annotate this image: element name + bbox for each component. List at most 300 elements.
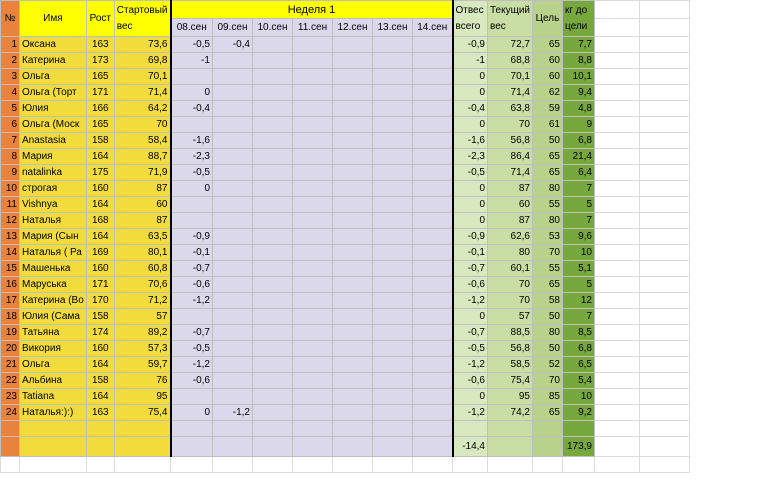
daily-change-cell[interactable] bbox=[333, 165, 373, 181]
start-weight-cell[interactable]: 69,8 bbox=[114, 53, 170, 69]
height-cell[interactable]: 158 bbox=[86, 133, 114, 149]
daily-change-cell[interactable] bbox=[413, 53, 453, 69]
empty-cell[interactable] bbox=[640, 85, 690, 101]
empty-cell[interactable] bbox=[563, 457, 595, 473]
empty-cell[interactable] bbox=[595, 165, 640, 181]
daily-change-cell[interactable] bbox=[373, 133, 413, 149]
header-date-cell[interactable]: 11.сен bbox=[293, 19, 333, 37]
loss-total-cell[interactable]: -1,2 bbox=[453, 357, 488, 373]
daily-change-cell[interactable] bbox=[413, 245, 453, 261]
row-number-cell[interactable]: 10 bbox=[1, 181, 20, 197]
start-weight-cell[interactable]: 63,5 bbox=[114, 229, 170, 245]
daily-change-cell[interactable]: -0,5 bbox=[171, 341, 213, 357]
daily-change-cell[interactable] bbox=[253, 245, 293, 261]
start-weight-cell[interactable]: 57 bbox=[114, 309, 170, 325]
empty-cell[interactable] bbox=[640, 197, 690, 213]
empty-cell[interactable] bbox=[595, 373, 640, 389]
total-loss-cell[interactable]: -14,4 bbox=[453, 437, 488, 457]
loss-total-cell[interactable]: -0,9 bbox=[453, 229, 488, 245]
height-cell[interactable]: 168 bbox=[86, 213, 114, 229]
daily-change-cell[interactable] bbox=[413, 309, 453, 325]
empty-cell[interactable] bbox=[640, 325, 690, 341]
daily-change-cell[interactable] bbox=[293, 37, 333, 53]
goal-cell[interactable]: 65 bbox=[533, 37, 563, 53]
height-cell[interactable]: 173 bbox=[86, 53, 114, 69]
row-number-cell[interactable]: 17 bbox=[1, 293, 20, 309]
empty-cell[interactable] bbox=[213, 437, 253, 457]
daily-change-cell[interactable] bbox=[253, 373, 293, 389]
current-weight-cell[interactable]: 70,1 bbox=[488, 69, 533, 85]
daily-change-cell[interactable] bbox=[253, 181, 293, 197]
name-cell[interactable]: Машенька bbox=[20, 261, 87, 277]
daily-change-cell[interactable] bbox=[253, 277, 293, 293]
total-kg-to-goal-cell[interactable]: 173,9 bbox=[563, 437, 595, 457]
start-weight-cell[interactable]: 87 bbox=[114, 213, 170, 229]
daily-change-cell[interactable] bbox=[413, 37, 453, 53]
kg-to-goal-cell[interactable]: 6,4 bbox=[563, 165, 595, 181]
daily-change-cell[interactable] bbox=[333, 101, 373, 117]
daily-change-cell[interactable] bbox=[373, 341, 413, 357]
daily-change-cell[interactable] bbox=[373, 293, 413, 309]
daily-change-cell[interactable] bbox=[373, 85, 413, 101]
daily-change-cell[interactable] bbox=[171, 197, 213, 213]
empty-cell[interactable] bbox=[640, 69, 690, 85]
name-cell[interactable]: Наталья bbox=[20, 213, 87, 229]
name-cell[interactable]: Vishnya bbox=[20, 197, 87, 213]
daily-change-cell[interactable] bbox=[171, 69, 213, 85]
height-cell[interactable]: 160 bbox=[86, 261, 114, 277]
daily-change-cell[interactable] bbox=[213, 197, 253, 213]
daily-change-cell[interactable] bbox=[333, 213, 373, 229]
daily-change-cell[interactable] bbox=[333, 229, 373, 245]
start-weight-cell[interactable]: 70 bbox=[114, 117, 170, 133]
daily-change-cell[interactable] bbox=[293, 69, 333, 85]
daily-change-cell[interactable] bbox=[333, 133, 373, 149]
daily-change-cell[interactable] bbox=[213, 133, 253, 149]
name-cell[interactable]: Викория bbox=[20, 341, 87, 357]
daily-change-cell[interactable] bbox=[333, 117, 373, 133]
daily-change-cell[interactable] bbox=[413, 69, 453, 85]
name-cell[interactable]: Оксана bbox=[20, 37, 87, 53]
loss-total-cell[interactable]: -1 bbox=[453, 53, 488, 69]
current-weight-cell[interactable]: 87 bbox=[488, 181, 533, 197]
daily-change-cell[interactable] bbox=[333, 325, 373, 341]
start-weight-cell[interactable]: 70,6 bbox=[114, 277, 170, 293]
header-no[interactable]: № bbox=[1, 1, 20, 37]
daily-change-cell[interactable] bbox=[253, 389, 293, 405]
height-cell[interactable]: 174 bbox=[86, 325, 114, 341]
loss-total-cell[interactable]: -1,2 bbox=[453, 293, 488, 309]
header-date-cell[interactable]: 14.сен bbox=[413, 19, 453, 37]
row-number-cell[interactable]: 24 bbox=[1, 405, 20, 421]
daily-change-cell[interactable] bbox=[213, 341, 253, 357]
row-number-cell[interactable]: 21 bbox=[1, 357, 20, 373]
daily-change-cell[interactable] bbox=[253, 117, 293, 133]
daily-change-cell[interactable] bbox=[413, 293, 453, 309]
daily-change-cell[interactable]: 0 bbox=[171, 181, 213, 197]
kg-to-goal-cell[interactable]: 7 bbox=[563, 213, 595, 229]
empty-cell[interactable] bbox=[413, 457, 453, 473]
daily-change-cell[interactable] bbox=[293, 197, 333, 213]
loss-total-cell[interactable]: 0 bbox=[453, 389, 488, 405]
kg-to-goal-cell[interactable]: 5 bbox=[563, 277, 595, 293]
kg-to-goal-cell[interactable]: 6,8 bbox=[563, 133, 595, 149]
kg-to-goal-cell[interactable]: 10,1 bbox=[563, 69, 595, 85]
empty-cell[interactable] bbox=[640, 213, 690, 229]
daily-change-cell[interactable] bbox=[413, 261, 453, 277]
height-cell[interactable]: 164 bbox=[86, 389, 114, 405]
daily-change-cell[interactable] bbox=[333, 405, 373, 421]
start-weight-cell[interactable]: 73,6 bbox=[114, 37, 170, 53]
header-start-weight[interactable]: Стартовый вес bbox=[114, 1, 170, 37]
daily-change-cell[interactable] bbox=[293, 261, 333, 277]
daily-change-cell[interactable]: -2,3 bbox=[171, 149, 213, 165]
empty-cell[interactable] bbox=[595, 149, 640, 165]
daily-change-cell[interactable] bbox=[253, 53, 293, 69]
daily-change-cell[interactable]: -0,6 bbox=[171, 277, 213, 293]
height-cell[interactable]: 170 bbox=[86, 293, 114, 309]
daily-change-cell[interactable]: -1 bbox=[171, 53, 213, 69]
height-cell[interactable]: 165 bbox=[86, 117, 114, 133]
empty-cell[interactable] bbox=[373, 437, 413, 457]
loss-total-cell[interactable]: -0,9 bbox=[453, 37, 488, 53]
loss-total-cell[interactable]: -0,5 bbox=[453, 165, 488, 181]
empty-cell[interactable] bbox=[333, 437, 373, 457]
empty-cell[interactable] bbox=[595, 421, 640, 437]
kg-to-goal-cell[interactable]: 7,7 bbox=[563, 37, 595, 53]
daily-change-cell[interactable] bbox=[413, 373, 453, 389]
goal-cell[interactable]: 65 bbox=[533, 149, 563, 165]
loss-total-cell[interactable]: 0 bbox=[453, 85, 488, 101]
current-weight-cell[interactable]: 68,8 bbox=[488, 53, 533, 69]
goal-cell[interactable]: 62 bbox=[533, 85, 563, 101]
goal-cell[interactable]: 85 bbox=[533, 389, 563, 405]
row-number-cell[interactable]: 12 bbox=[1, 213, 20, 229]
row-number-cell[interactable]: 14 bbox=[1, 245, 20, 261]
daily-change-cell[interactable] bbox=[333, 85, 373, 101]
daily-change-cell[interactable]: -0,4 bbox=[213, 37, 253, 53]
daily-change-cell[interactable]: 0 bbox=[171, 85, 213, 101]
loss-total-cell[interactable]: 0 bbox=[453, 117, 488, 133]
header-date-cell[interactable]: 13.сен bbox=[373, 19, 413, 37]
empty-cell[interactable] bbox=[86, 437, 114, 457]
current-weight-cell[interactable]: 80 bbox=[488, 245, 533, 261]
empty-cell[interactable] bbox=[114, 421, 170, 437]
current-weight-cell[interactable]: 87 bbox=[488, 213, 533, 229]
empty-cell[interactable] bbox=[595, 229, 640, 245]
row-number-cell[interactable]: 19 bbox=[1, 325, 20, 341]
height-cell[interactable]: 166 bbox=[86, 101, 114, 117]
daily-change-cell[interactable] bbox=[373, 181, 413, 197]
daily-change-cell[interactable] bbox=[333, 69, 373, 85]
daily-change-cell[interactable] bbox=[373, 213, 413, 229]
daily-change-cell[interactable]: -1,2 bbox=[213, 405, 253, 421]
daily-change-cell[interactable]: -1,2 bbox=[171, 357, 213, 373]
empty-cell[interactable] bbox=[640, 165, 690, 181]
daily-change-cell[interactable] bbox=[171, 117, 213, 133]
start-weight-cell[interactable]: 71,2 bbox=[114, 293, 170, 309]
daily-change-cell[interactable]: -0,7 bbox=[171, 325, 213, 341]
daily-change-cell[interactable] bbox=[213, 85, 253, 101]
empty-cell[interactable] bbox=[114, 437, 170, 457]
daily-change-cell[interactable] bbox=[293, 53, 333, 69]
empty-cell[interactable] bbox=[640, 373, 690, 389]
start-weight-cell[interactable]: 60,8 bbox=[114, 261, 170, 277]
daily-change-cell[interactable] bbox=[413, 149, 453, 165]
daily-change-cell[interactable] bbox=[213, 53, 253, 69]
empty-cell[interactable] bbox=[533, 457, 563, 473]
row-number-cell[interactable]: 13 bbox=[1, 229, 20, 245]
kg-to-goal-cell[interactable]: 5 bbox=[563, 197, 595, 213]
current-weight-cell[interactable]: 56,8 bbox=[488, 341, 533, 357]
header-height[interactable]: Рост bbox=[86, 1, 114, 37]
empty-cell[interactable] bbox=[640, 261, 690, 277]
empty-cell[interactable] bbox=[640, 421, 690, 437]
daily-change-cell[interactable]: -0,6 bbox=[171, 373, 213, 389]
header-name[interactable]: Имя bbox=[20, 1, 87, 37]
empty-cell[interactable] bbox=[114, 457, 170, 473]
empty-cell[interactable] bbox=[253, 421, 293, 437]
empty-cell[interactable] bbox=[213, 457, 253, 473]
daily-change-cell[interactable] bbox=[333, 149, 373, 165]
daily-change-cell[interactable] bbox=[293, 277, 333, 293]
daily-change-cell[interactable] bbox=[213, 101, 253, 117]
start-weight-cell[interactable]: 70,1 bbox=[114, 69, 170, 85]
daily-change-cell[interactable] bbox=[171, 389, 213, 405]
empty-cell[interactable] bbox=[640, 133, 690, 149]
goal-cell[interactable]: 60 bbox=[533, 69, 563, 85]
daily-change-cell[interactable] bbox=[373, 229, 413, 245]
empty-cell[interactable] bbox=[595, 37, 640, 53]
empty-cell[interactable] bbox=[595, 117, 640, 133]
loss-total-cell[interactable]: 0 bbox=[453, 197, 488, 213]
daily-change-cell[interactable] bbox=[373, 373, 413, 389]
goal-cell[interactable]: 80 bbox=[533, 213, 563, 229]
daily-change-cell[interactable] bbox=[413, 357, 453, 373]
empty-cell[interactable] bbox=[640, 149, 690, 165]
name-cell[interactable]: Катерина bbox=[20, 53, 87, 69]
empty-cell[interactable] bbox=[1, 457, 20, 473]
height-cell[interactable]: 160 bbox=[86, 341, 114, 357]
header-date-cell[interactable]: 12.сен bbox=[333, 19, 373, 37]
start-weight-cell[interactable]: 57,3 bbox=[114, 341, 170, 357]
daily-change-cell[interactable] bbox=[293, 341, 333, 357]
start-weight-cell[interactable]: 89,2 bbox=[114, 325, 170, 341]
daily-change-cell[interactable] bbox=[333, 341, 373, 357]
kg-to-goal-cell[interactable]: 10 bbox=[563, 389, 595, 405]
daily-change-cell[interactable] bbox=[373, 197, 413, 213]
current-weight-cell[interactable]: 63,8 bbox=[488, 101, 533, 117]
empty-cell[interactable] bbox=[595, 19, 640, 37]
daily-change-cell[interactable] bbox=[333, 197, 373, 213]
daily-change-cell[interactable] bbox=[253, 69, 293, 85]
daily-change-cell[interactable] bbox=[373, 69, 413, 85]
empty-cell[interactable] bbox=[640, 117, 690, 133]
daily-change-cell[interactable] bbox=[213, 165, 253, 181]
daily-change-cell[interactable] bbox=[333, 37, 373, 53]
daily-change-cell[interactable] bbox=[333, 389, 373, 405]
daily-change-cell[interactable] bbox=[293, 101, 333, 117]
daily-change-cell[interactable] bbox=[293, 405, 333, 421]
daily-change-cell[interactable] bbox=[413, 165, 453, 181]
kg-to-goal-cell[interactable]: 7 bbox=[563, 181, 595, 197]
start-weight-cell[interactable]: 76 bbox=[114, 373, 170, 389]
daily-change-cell[interactable] bbox=[333, 293, 373, 309]
daily-change-cell[interactable] bbox=[293, 373, 333, 389]
daily-change-cell[interactable] bbox=[413, 133, 453, 149]
loss-total-cell[interactable]: -0,5 bbox=[453, 341, 488, 357]
kg-to-goal-cell[interactable]: 21,4 bbox=[563, 149, 595, 165]
row-number-cell[interactable]: 18 bbox=[1, 309, 20, 325]
row-number-cell[interactable]: 9 bbox=[1, 165, 20, 181]
kg-to-goal-cell[interactable]: 12 bbox=[563, 293, 595, 309]
daily-change-cell[interactable] bbox=[293, 85, 333, 101]
empty-cell[interactable] bbox=[595, 309, 640, 325]
empty-cell[interactable] bbox=[595, 261, 640, 277]
empty-cell[interactable] bbox=[453, 457, 488, 473]
loss-total-cell[interactable]: -1,2 bbox=[453, 405, 488, 421]
empty-cell[interactable] bbox=[595, 325, 640, 341]
daily-change-cell[interactable]: -1,2 bbox=[171, 293, 213, 309]
daily-change-cell[interactable]: -1,6 bbox=[171, 133, 213, 149]
height-cell[interactable]: 165 bbox=[86, 69, 114, 85]
empty-cell[interactable] bbox=[20, 421, 87, 437]
daily-change-cell[interactable] bbox=[373, 405, 413, 421]
daily-change-cell[interactable] bbox=[413, 325, 453, 341]
kg-to-goal-cell[interactable]: 9,4 bbox=[563, 85, 595, 101]
current-weight-cell[interactable]: 60 bbox=[488, 197, 533, 213]
daily-change-cell[interactable] bbox=[293, 245, 333, 261]
name-cell[interactable]: Маруська bbox=[20, 277, 87, 293]
goal-cell[interactable]: 58 bbox=[533, 293, 563, 309]
daily-change-cell[interactable] bbox=[373, 261, 413, 277]
current-weight-cell[interactable]: 72,7 bbox=[488, 37, 533, 53]
daily-change-cell[interactable] bbox=[333, 357, 373, 373]
daily-change-cell[interactable] bbox=[413, 197, 453, 213]
daily-change-cell[interactable] bbox=[293, 357, 333, 373]
empty-cell[interactable] bbox=[595, 101, 640, 117]
height-cell[interactable]: 163 bbox=[86, 405, 114, 421]
goal-cell[interactable]: 61 bbox=[533, 117, 563, 133]
empty-cell[interactable] bbox=[595, 293, 640, 309]
row-number-cell[interactable]: 22 bbox=[1, 373, 20, 389]
empty-cell[interactable] bbox=[640, 341, 690, 357]
loss-total-cell[interactable]: 0 bbox=[453, 213, 488, 229]
daily-change-cell[interactable] bbox=[333, 277, 373, 293]
empty-cell[interactable] bbox=[1, 421, 20, 437]
name-cell[interactable]: Anastasia bbox=[20, 133, 87, 149]
name-cell[interactable]: Юлия bbox=[20, 101, 87, 117]
empty-cell[interactable] bbox=[1, 437, 20, 457]
daily-change-cell[interactable] bbox=[373, 165, 413, 181]
name-cell[interactable]: Наталья:):) bbox=[20, 405, 87, 421]
daily-change-cell[interactable] bbox=[253, 229, 293, 245]
empty-cell[interactable] bbox=[488, 457, 533, 473]
daily-change-cell[interactable] bbox=[293, 389, 333, 405]
goal-cell[interactable]: 65 bbox=[533, 405, 563, 421]
empty-cell[interactable] bbox=[333, 421, 373, 437]
start-weight-cell[interactable]: 95 bbox=[114, 389, 170, 405]
empty-cell[interactable] bbox=[253, 457, 293, 473]
empty-cell[interactable] bbox=[595, 341, 640, 357]
empty-cell[interactable] bbox=[533, 421, 563, 437]
current-weight-cell[interactable]: 95 bbox=[488, 389, 533, 405]
header-date-cell[interactable]: 10.сен bbox=[253, 19, 293, 37]
daily-change-cell[interactable] bbox=[253, 325, 293, 341]
start-weight-cell[interactable]: 60 bbox=[114, 197, 170, 213]
name-cell[interactable]: Альбина bbox=[20, 373, 87, 389]
row-number-cell[interactable]: 5 bbox=[1, 101, 20, 117]
current-weight-cell[interactable]: 86,4 bbox=[488, 149, 533, 165]
empty-cell[interactable] bbox=[640, 293, 690, 309]
current-weight-cell[interactable]: 71,4 bbox=[488, 85, 533, 101]
daily-change-cell[interactable] bbox=[413, 405, 453, 421]
empty-cell[interactable] bbox=[20, 457, 87, 473]
row-number-cell[interactable]: 3 bbox=[1, 69, 20, 85]
current-weight-cell[interactable]: 70 bbox=[488, 277, 533, 293]
kg-to-goal-cell[interactable]: 9 bbox=[563, 117, 595, 133]
header-week[interactable]: Неделя 1 bbox=[171, 1, 453, 19]
daily-change-cell[interactable] bbox=[333, 373, 373, 389]
empty-cell[interactable] bbox=[20, 437, 87, 457]
kg-to-goal-cell[interactable]: 8,5 bbox=[563, 325, 595, 341]
daily-change-cell[interactable] bbox=[253, 213, 293, 229]
empty-cell[interactable] bbox=[171, 457, 213, 473]
height-cell[interactable]: 171 bbox=[86, 277, 114, 293]
empty-cell[interactable] bbox=[333, 457, 373, 473]
current-weight-cell[interactable]: 74,2 bbox=[488, 405, 533, 421]
empty-cell[interactable] bbox=[253, 437, 293, 457]
daily-change-cell[interactable] bbox=[293, 133, 333, 149]
kg-to-goal-cell[interactable]: 9,2 bbox=[563, 405, 595, 421]
daily-change-cell[interactable] bbox=[213, 357, 253, 373]
name-cell[interactable]: Юлия (Сама bbox=[20, 309, 87, 325]
loss-total-cell[interactable]: -0,4 bbox=[453, 101, 488, 117]
daily-change-cell[interactable] bbox=[293, 181, 333, 197]
header-date-cell[interactable]: 09.сен bbox=[213, 19, 253, 37]
kg-to-goal-cell[interactable]: 8,8 bbox=[563, 53, 595, 69]
daily-change-cell[interactable] bbox=[413, 229, 453, 245]
daily-change-cell[interactable] bbox=[213, 325, 253, 341]
goal-cell[interactable]: 80 bbox=[533, 181, 563, 197]
height-cell[interactable]: 164 bbox=[86, 149, 114, 165]
daily-change-cell[interactable] bbox=[373, 357, 413, 373]
loss-total-cell[interactable]: -0,6 bbox=[453, 277, 488, 293]
daily-change-cell[interactable] bbox=[171, 213, 213, 229]
daily-change-cell[interactable] bbox=[293, 149, 333, 165]
daily-change-cell[interactable] bbox=[373, 309, 413, 325]
daily-change-cell[interactable]: 0 bbox=[171, 405, 213, 421]
daily-change-cell[interactable] bbox=[373, 37, 413, 53]
empty-cell[interactable] bbox=[595, 437, 640, 457]
header-kg-to-goal[interactable]: кг до цели bbox=[563, 1, 595, 37]
row-number-cell[interactable]: 16 bbox=[1, 277, 20, 293]
empty-cell[interactable] bbox=[595, 245, 640, 261]
loss-total-cell[interactable]: -0,6 bbox=[453, 373, 488, 389]
daily-change-cell[interactable]: -0,1 bbox=[171, 245, 213, 261]
loss-total-cell[interactable]: -2,3 bbox=[453, 149, 488, 165]
daily-change-cell[interactable] bbox=[253, 101, 293, 117]
row-number-cell[interactable]: 7 bbox=[1, 133, 20, 149]
empty-cell[interactable] bbox=[595, 85, 640, 101]
daily-change-cell[interactable] bbox=[373, 245, 413, 261]
empty-cell[interactable] bbox=[595, 181, 640, 197]
height-cell[interactable]: 164 bbox=[86, 357, 114, 373]
daily-change-cell[interactable] bbox=[253, 357, 293, 373]
start-weight-cell[interactable]: 71,9 bbox=[114, 165, 170, 181]
start-weight-cell[interactable]: 80,1 bbox=[114, 245, 170, 261]
daily-change-cell[interactable] bbox=[253, 261, 293, 277]
